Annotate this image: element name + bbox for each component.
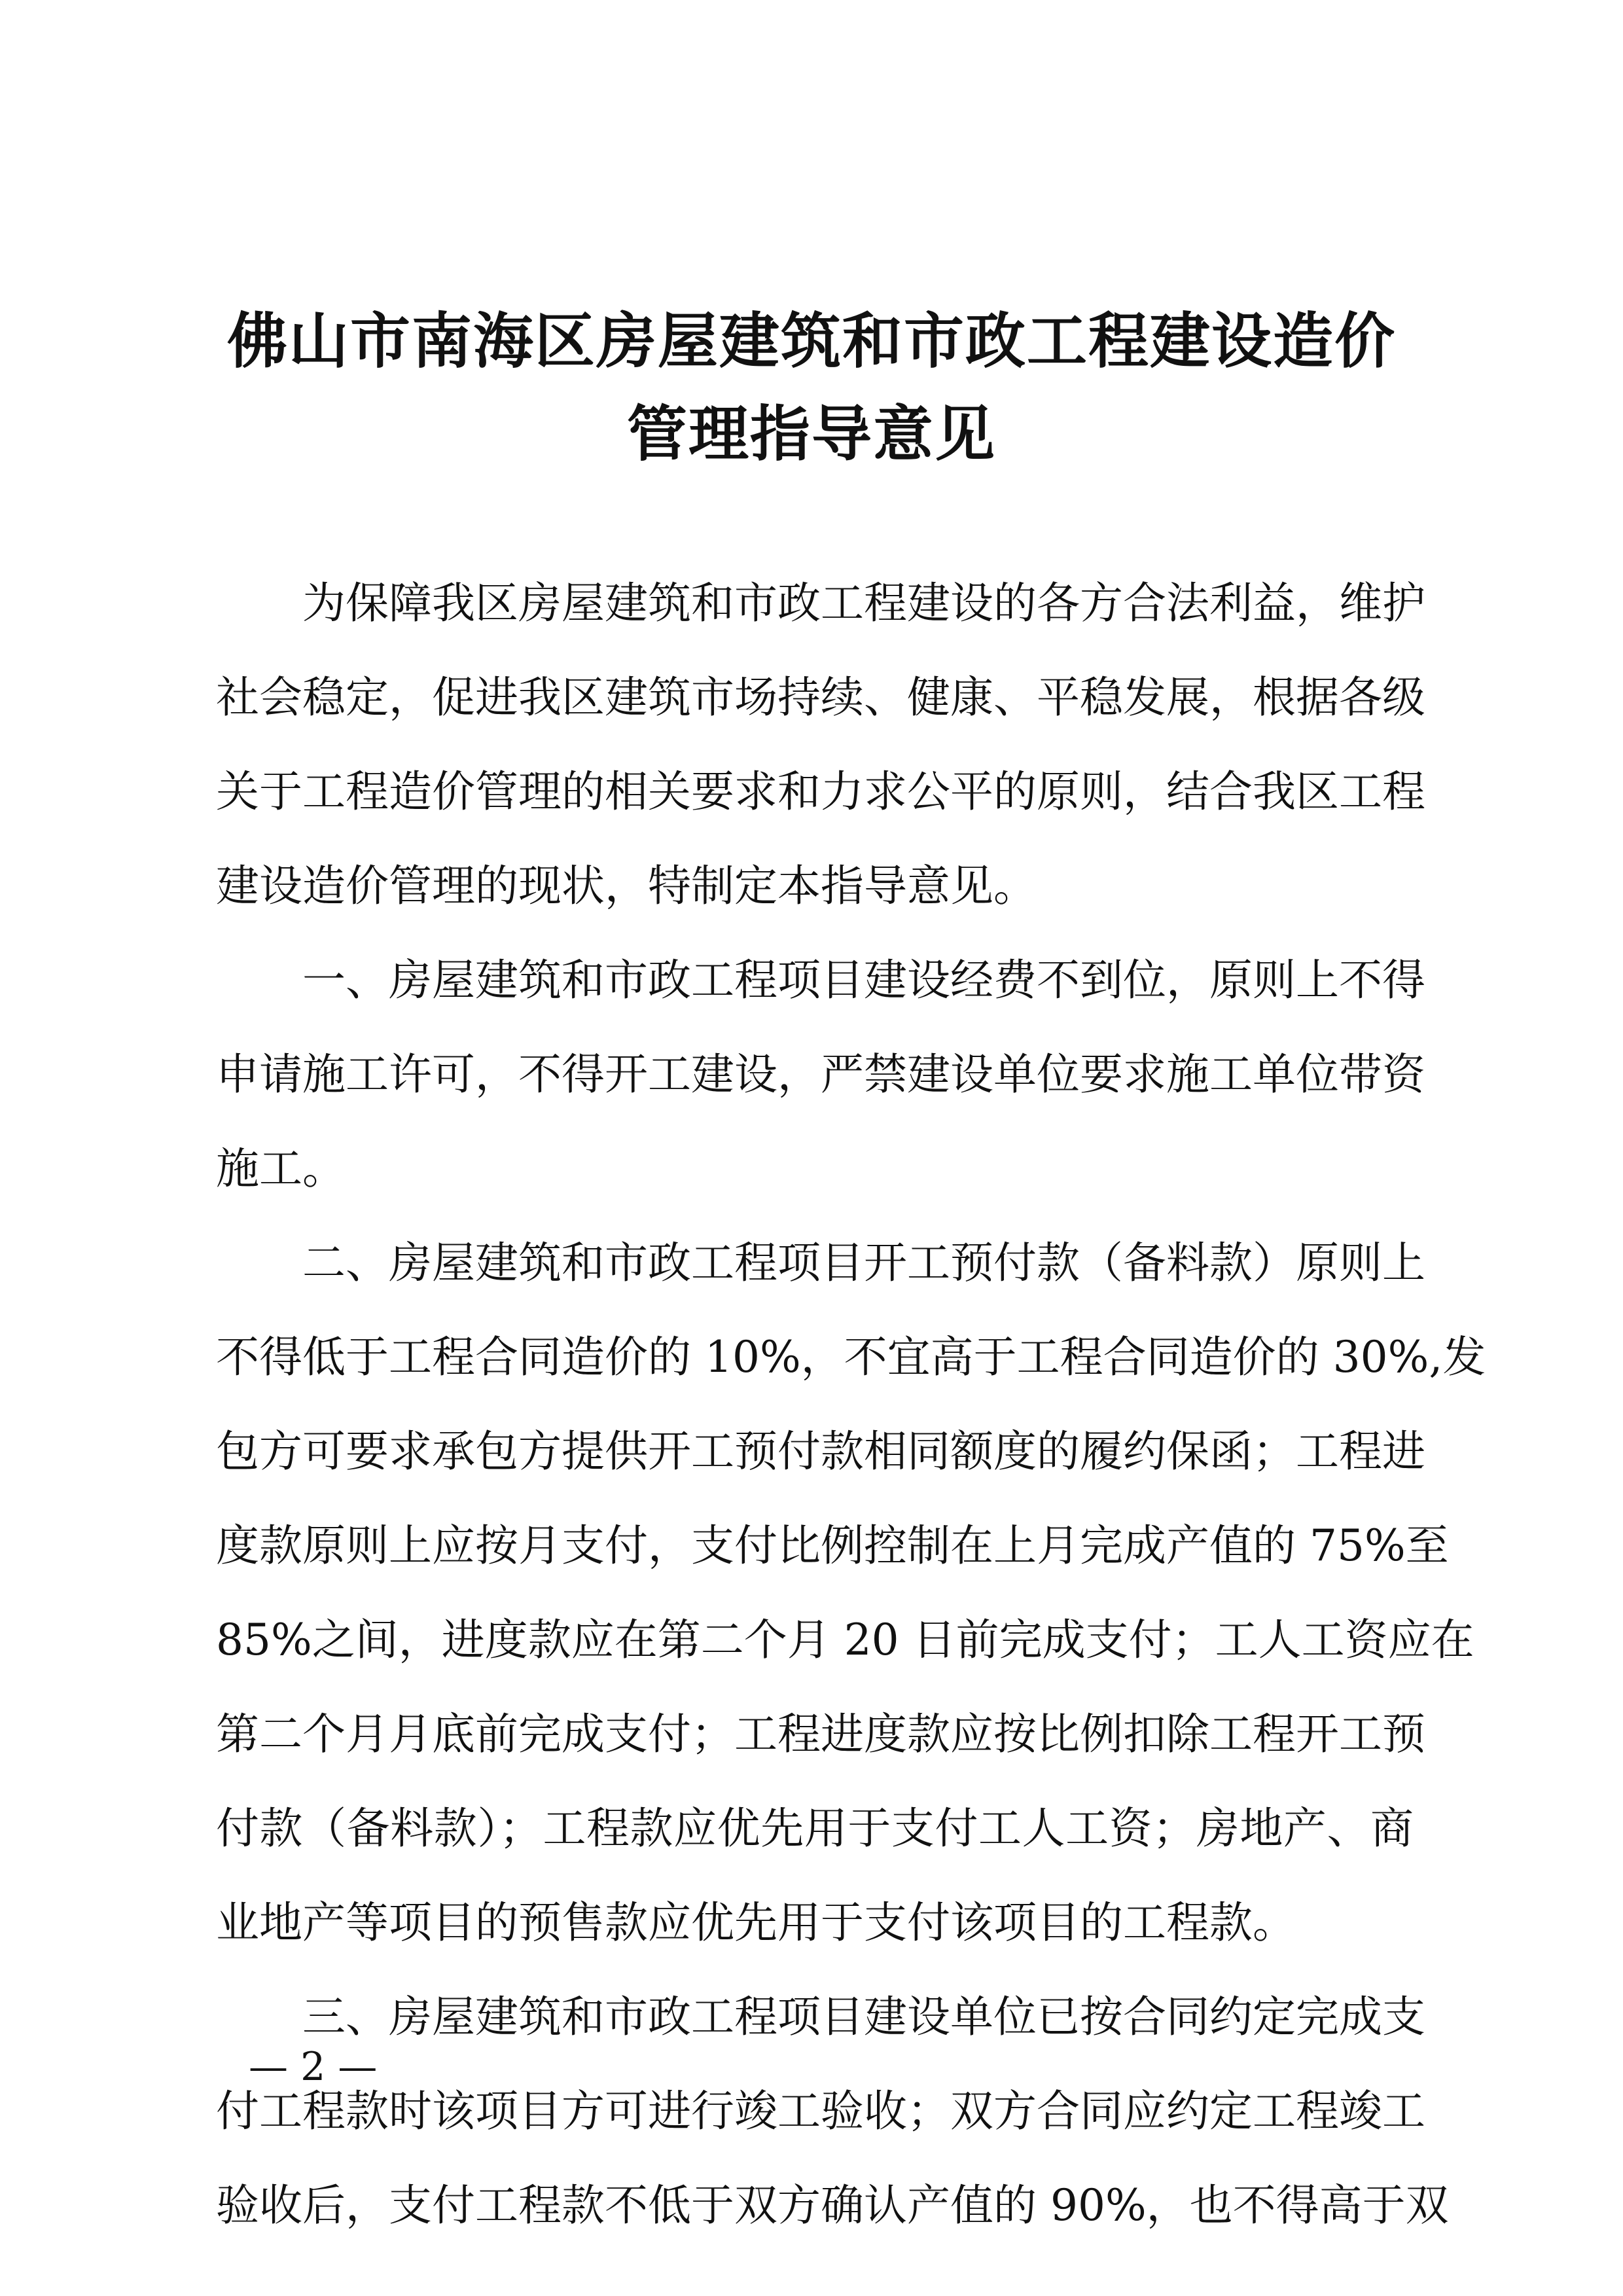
body-line: 验收后，支付工程款不低于双方确认产值的 90%，也不得高于双 [216,2180,1449,2231]
page-number: — 2 — [249,2044,378,2090]
body-line: 度款原则上应按月支付，支付比例控制在上月完成产值的 75%至 [216,1520,1449,1571]
body-line: 申请施工许可，不得开工建设，严禁建设单位要求施工单位带资 [216,1049,1425,1100]
document-title-line-1: 佛山市南海区房屋建筑和市政工程建设造价 [226,306,1396,376]
body-line: 第二个月月底前完成支付；工程进度款应按比例扣除工程开工预 [216,1709,1425,1759]
body-line: 二、房屋建筑和市政工程项目开工预付款（备料款）原则上 [302,1238,1425,1288]
body-line: 85%之间，进度款应在第二个月 20 日前完成支付；工人工资应在 [216,1615,1474,1665]
body-line: 关于工程造价管理的相关要求和力求公平的原则，结合我区工程 [216,766,1425,817]
body-line: 付工程款时该项目方可进行竣工验收；双方合同应约定工程竣工 [216,2086,1425,2136]
body-line: 业地产等项目的预售款应优先用于支付该项目的工程款。 [216,1897,1296,1948]
body-line: 不得低于工程合同造价的 10%，不宜高于工程合同造价的 30%,发 [216,1332,1486,1382]
body-line: 包方可要求承包方提供开工预付款相同额度的履约保函；工程进 [216,1426,1425,1477]
body-line: 施工。 [216,1143,346,1194]
body-line: 建设造价管理的现状，特制定本指导意见。 [216,861,1037,911]
document-title-line-2: 管理指导意见 [626,399,996,469]
body-line: 社会稳定，促进我区建筑市场持续、健康、平稳发展，根据各级 [216,672,1425,723]
body-line: 一、房屋建筑和市政工程项目建设经费不到位，原则上不得 [302,955,1425,1005]
body-line: 为保障我区房屋建筑和市政工程建设的各方合法利益，维护 [302,578,1425,628]
body-line: 付款（备料款）；工程款应优先用于支付工人工资；房地产、商 [216,1803,1414,1854]
body-line: 三、房屋建筑和市政工程项目建设单位已按合同约定完成支 [302,1992,1425,2042]
